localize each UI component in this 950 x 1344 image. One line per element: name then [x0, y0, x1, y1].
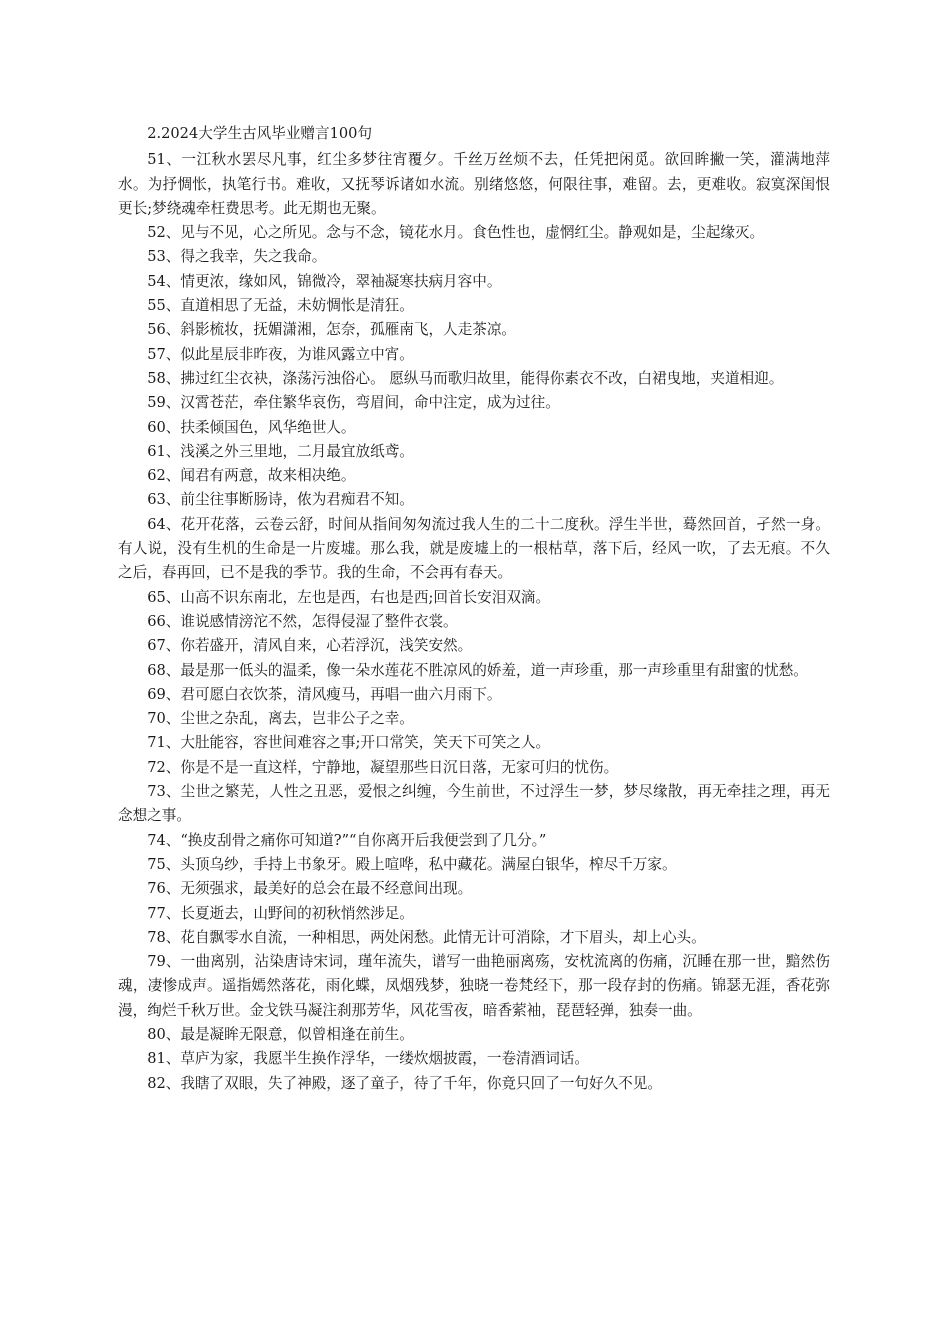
quote-item: 58、拂过红尘衣袂，涤荡污浊俗心。 愿纵马而歌归故里，能得你素衣不改，白裙曳地，夹道相迎。 — [147, 369, 784, 387]
quote-item: 66、谁说感情滂沱不然，怎得侵湿了整件衣裳。 — [147, 612, 458, 630]
quote-item: 65、山高不识东南北，左也是西，右也是西;回首长安泪双滴。 — [147, 588, 551, 606]
quote-item: 79、一曲离别，沾染唐诗宋词，瑾年流失，谱写一曲艳丽离殇，安枕流离的伤痛，沉睡在那一世，黯然伤魂，凄惨成声。遥指嫣然落花，雨化蝶，凤烟残梦，独晓一卷梵经下，那一段存封的伤痛。锦瑟无涯，香花弥漫，绚烂千秋万世。金戈铁马凝注刹那芳华，风花雪夜，暗香萦袖，琵琶轻弹，独奏一曲。 — [118, 953, 830, 1019]
quote-item: 52、见与不见，心之所见。念与不念，镜花水月。食色性也，虚惘红尘。静观如是，尘起缘灭。 — [147, 224, 765, 242]
quote-item: 76、无须强求，最美好的总会在最不经意间出现。 — [147, 880, 473, 898]
quote-item: 59、汉霄苍茫，牵住繁华哀伤，弯眉间，命中注定，成为过往。 — [147, 394, 560, 412]
quote-item: 63、前尘往事断肠诗，侬为君痴君不知。 — [147, 491, 414, 509]
quote-item: 82、我瞎了双眼，失了神殿，逐了童子，待了千年，你竟只回了一句好久不见。 — [147, 1074, 662, 1092]
quote-item: 51、一江秋水罢尽凡事，红尘多梦往宵覆夕。千丝万丝烦不去，任凭把闲觅。欲回眸撇一笑，灌满地萍水。为抒惆怅，执笔行书。难收，又抚琴诉诸如水流。别绪悠悠，何限往事，难留。去，更难收。寂寞深闺恨更长;梦绕魂牵枉费思考。此无期也无聚。 — [118, 151, 830, 217]
quote-item: 81、草庐为家，我愿半生换作浮华，一缕炊烟披霞，一卷清酒词话。 — [147, 1050, 589, 1068]
quote-list — [118, 148, 830, 1096]
quote-item: 60、扶柔倾国色，风华绝世人。 — [147, 418, 356, 436]
quote-item: 57、似此星辰非昨夜，为谁风露立中宵。 — [147, 345, 414, 363]
quote-item: 62、闻君有两意，故来相决绝。 — [147, 467, 356, 485]
quote-item: 72、你是不是一直这样，宁静地，凝望那些日沉日落，无家可归的忧伤。 — [147, 758, 619, 776]
quote-item: 69、君可愿白衣饮茶，清风瘦马，再唱一曲六月雨下。 — [147, 685, 502, 703]
quote-item: 73、尘世之繁芜，人性之丑恶，爱恨之纠缠，今生前世，不过浮生一梦，梦尽缘散，再无牵挂之理，再无念想之事。 — [118, 783, 830, 825]
quote-item: 70、尘世之杂乱，离去，岂非公子之幸。 — [147, 710, 414, 728]
quote-item: 56、斜影梳妆，抚媚潇湘，怎奈，孤雁南飞，人走茶凉。 — [147, 321, 517, 339]
quote-item: 64、花开花落，云卷云舒，时间从指间匆匆流过我人生的二十二度秋。浮生半世，蓦然回首，孑然一身。有人说，没有生机的生命是一片废墟。那么我，就是废墟上的一根枯草，落下后，经风一吹，了去无痕。不久之后，春再回，已不是我的季节。我的生命，不会再有春天。 — [118, 515, 830, 582]
quote-item: 80、最是凝眸无限意，似曾相逢在前生。 — [147, 1025, 414, 1043]
quote-item: 68、最是那一低头的温柔，像一朵水莲花不胜凉风的娇羞，道一声珍重，那一声珍重里有甜蜜的忧愁。 — [147, 661, 808, 679]
section-title: 2.2024大学生古风毕业赠言100句 — [147, 125, 373, 142]
document-body — [118, 122, 830, 1096]
quote-item: 74、“换皮刮骨之痛你可知道?”“自你离开后我便尝到了几分。” — [147, 831, 547, 849]
quote-item: 75、头顶乌纱，手持上书象牙。殿上喧哗，私中藏花。满屋白银华，榨尽千万家。 — [147, 855, 677, 873]
quote-item: 61、浅溪之外三里地，二月最宜放纸鸢。 — [147, 442, 414, 460]
quote-item: 53、得之我幸，失之我命。 — [147, 248, 327, 266]
quote-item: 71、大肚能容，容世间难容之事;开口常笑，笑天下可笑之人。 — [147, 734, 551, 752]
quote-item: 77、长夏逝去，山野间的初秋悄然涉足。 — [147, 904, 414, 922]
quote-item: 54、情更浓，缘如风，锦微冷，翠袖凝寒扶病月容中。 — [147, 272, 502, 290]
quote-item: 55、直道相思了无益，未妨惆怅是清狂。 — [147, 297, 414, 315]
quote-item: 67、你若盛开，清风自来，心若浮沉，浅笑安然。 — [147, 637, 473, 655]
quote-item: 78、花自飘零水自流，一种相思，两处闲愁。此情无计可消除，才下眉头，却上心头。 — [147, 928, 706, 946]
